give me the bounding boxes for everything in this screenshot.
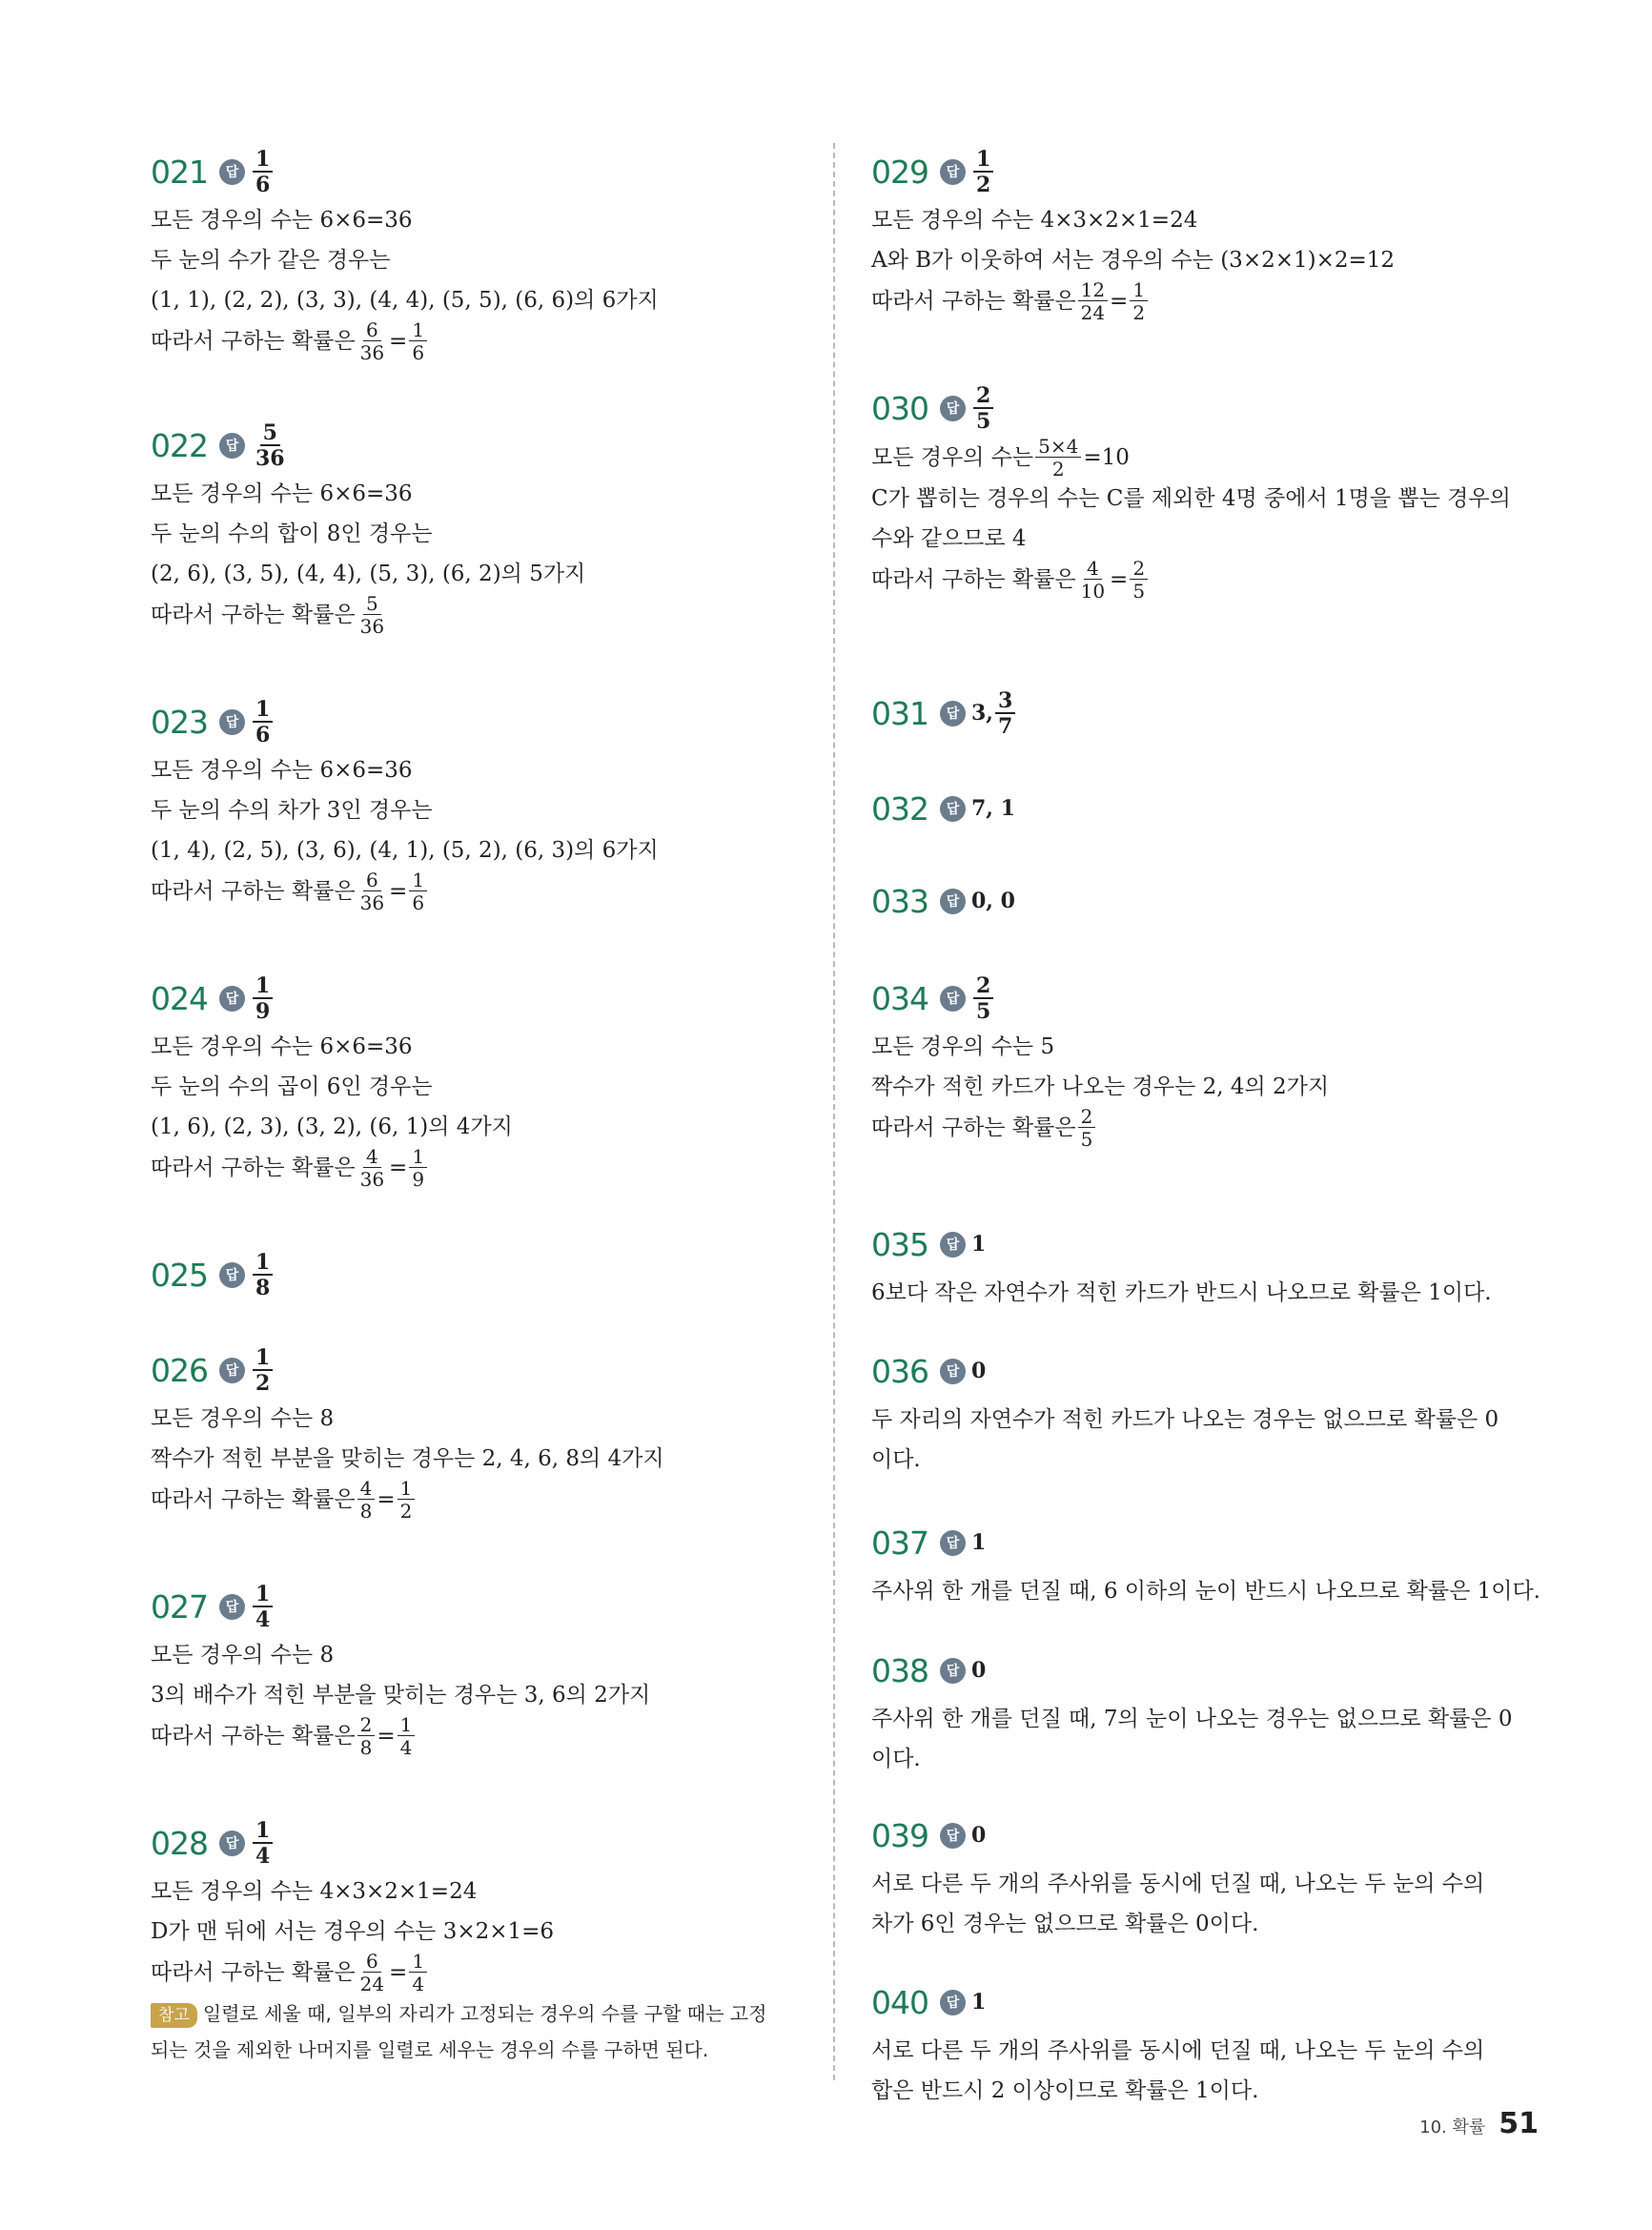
result-line-prefix: 따라서 구하는 확률은 (871, 289, 1076, 314)
result-line-simplified-fraction-denominator: 2 (1132, 301, 1146, 324)
problem-number: 033 (871, 882, 928, 920)
answer-fraction-denominator: 8 (255, 1275, 271, 1300)
result-line-equals: = (377, 1724, 396, 1749)
problem-023 (151, 693, 808, 912)
problem-032 (871, 780, 1539, 837)
solution-line: D가 맨 뒤에 서는 경우의 수는 3×2×1=6 (151, 1919, 555, 1944)
answer-value (251, 1249, 275, 1300)
solution-line: 두 눈의 수의 합이 8인 경우는 (151, 522, 433, 546)
answer-value (251, 972, 275, 1024)
problem-number: 027 (151, 1587, 208, 1626)
result-line-simplified-fraction (398, 1479, 416, 1521)
result-line-simplified-fraction (409, 1952, 427, 1994)
solution-line: (1, 1), (2, 2), (3, 3), (4, 4), (5, 5), (6, 6)의 6가지 (151, 288, 659, 313)
result-line-simplified-fraction (409, 1147, 427, 1189)
answer-fraction-denominator: 5 (976, 408, 991, 434)
solution-line: 두 눈의 수의 곱이 6인 경우는 (151, 1074, 433, 1099)
answer-text: 3, (971, 701, 993, 726)
answer-fraction (253, 419, 288, 471)
answer-badge: 답 (219, 1831, 245, 1856)
problem-033 (871, 872, 1539, 930)
solution-line: (1, 6), (2, 3), (3, 2), (6, 1)의 4가지 (151, 1115, 513, 1139)
column-divider (833, 143, 835, 2080)
problem-number: 029 (871, 153, 928, 191)
answer-value (971, 1823, 986, 1848)
solution-line: 모든 경우의 수는 6×6=36 (151, 758, 413, 783)
problem-026 (151, 1341, 808, 1521)
answer-fraction (253, 1581, 273, 1632)
problem-number: 035 (871, 1225, 928, 1263)
result-line-equals: = (389, 1960, 408, 1985)
solution-line: 모든 경우의 수는 8 (151, 1406, 335, 1431)
problem-number: 034 (871, 979, 928, 1017)
answer-header (151, 417, 808, 474)
result-line-fraction (357, 870, 387, 912)
answer-badge: 답 (940, 889, 966, 914)
answer-badge: 답 (219, 709, 245, 735)
result-line-simplified-fraction (409, 320, 427, 362)
answer-value (971, 889, 1015, 913)
result-line (151, 320, 429, 362)
answer-fraction-denominator: 2 (976, 172, 991, 197)
chapter-label: 10. 확률 (1419, 2117, 1486, 2138)
answer-header (871, 143, 1539, 200)
answer-badge: 답 (219, 986, 245, 1012)
solution-line: 이다. (871, 1747, 921, 1771)
answer-badge: 답 (940, 1990, 966, 2015)
answer-header (871, 780, 1539, 837)
problem-029 (871, 143, 1539, 322)
answer-value (971, 382, 995, 434)
result-line-fraction-numerator: 6 (363, 1952, 381, 1973)
page-footer (1419, 2107, 1539, 2140)
result-line-fraction-numerator: 6 (363, 320, 381, 341)
result-line-prefix: 따라서 구하는 확률은 (871, 1115, 1076, 1140)
problem-027 (151, 1578, 808, 1757)
answer-value (971, 687, 1017, 739)
answer-fraction-numerator: 1 (253, 149, 273, 173)
result-line (151, 870, 429, 912)
total-cases-line-fraction-denominator: 2 (1051, 458, 1065, 481)
problem-number: 030 (871, 389, 928, 427)
answer-value (971, 972, 995, 1024)
total-cases-line-fraction-numerator: 5×4 (1035, 437, 1081, 458)
result-line-fraction (357, 1952, 387, 1994)
result-line-simplified-fraction-numerator: 1 (398, 1479, 416, 1500)
result-line-equals: = (389, 1156, 408, 1180)
problem-031 (871, 685, 1539, 742)
result-line-simplified-fraction-numerator: 1 (398, 1715, 416, 1736)
result-line (871, 280, 1150, 322)
solution-line: (1, 4), (2, 5), (3, 6), (4, 1), (5, 2), (6, 3)의 6가지 (151, 838, 659, 863)
result-line-fraction (1078, 280, 1108, 322)
result-line-equals: = (377, 1487, 396, 1512)
answer-badge: 답 (940, 1530, 966, 1556)
reference-tag: 참고 (151, 2003, 197, 2028)
problem-number: 040 (871, 1983, 928, 2021)
result-line-fraction-denominator: 36 (359, 615, 385, 638)
problem-number: 038 (871, 1651, 928, 1689)
result-line-fraction-numerator: 12 (1078, 280, 1108, 301)
problem-number: 021 (151, 153, 208, 191)
answer-badge: 답 (940, 159, 966, 185)
answer-badge: 답 (219, 1358, 245, 1383)
answer-fraction-numerator: 1 (253, 1584, 273, 1607)
answer-fraction-denominator: 7 (997, 713, 1013, 739)
answer-value (971, 1232, 986, 1257)
result-line-equals: = (389, 329, 408, 354)
solution-line: 모든 경우의 수는 5 (871, 1034, 1055, 1059)
result-line-fraction-numerator: 4 (363, 1147, 381, 1168)
answer-value (971, 1530, 986, 1555)
problem-number: 031 (871, 694, 928, 732)
result-line-simplified-fraction-numerator: 1 (409, 320, 427, 341)
result-line-fraction-denominator: 36 (359, 891, 385, 914)
problem-025 (151, 1246, 808, 1303)
answer-header (871, 1514, 1539, 1571)
solution-line: A와 B가 이웃하여 서는 경우의 수는 (3×2×1)×2=12 (871, 248, 1396, 273)
answer-text: 1 (971, 1232, 987, 1257)
solution-line: 모든 경우의 수는 8 (151, 1643, 335, 1667)
solution-line: 짝수가 적힌 부분을 맞히는 경우는 2, 4, 6, 8의 4가지 (151, 1446, 664, 1471)
result-line-fraction-numerator: 4 (357, 1479, 376, 1500)
result-line-prefix: 따라서 구하는 확률은 (151, 329, 356, 354)
answer-badge: 답 (940, 1823, 966, 1849)
result-line-prefix: 따라서 구하는 확률은 (151, 879, 356, 904)
result-line (151, 594, 389, 636)
result-line-equals: = (389, 879, 408, 904)
answer-text: 1 (971, 1990, 987, 2015)
solution-line: 두 자리의 자연수가 적힌 카드가 나오는 경우는 없으므로 확률은 0 (871, 1407, 1499, 1432)
result-line-simplified-fraction (1130, 559, 1148, 601)
answer-text: 0 (971, 1823, 987, 1848)
solution-line: 주사위 한 개를 던질 때, 6 이하의 눈이 반드시 나오므로 확률은 1이다. (871, 1579, 1540, 1604)
answer-header (871, 970, 1539, 1027)
result-line (871, 559, 1150, 601)
answer-fraction (253, 972, 273, 1024)
answer-header (871, 1216, 1539, 1273)
total-cases-line-suffix: =10 (1083, 445, 1130, 470)
answer-header (871, 685, 1539, 742)
answer-fraction (973, 972, 993, 1024)
solution-line: 합은 반드시 2 이상이므로 확률은 1이다. (871, 2078, 1259, 2103)
result-line-prefix: 따라서 구하는 확률은 (151, 1960, 356, 1985)
solution-line: 6보다 작은 자연수가 적힌 카드가 반드시 나오므로 확률은 1이다. (871, 1280, 1492, 1305)
answer-fraction-numerator: 5 (260, 422, 280, 446)
result-line-fraction-denominator: 8 (359, 1500, 373, 1523)
answer-badge: 답 (219, 159, 245, 185)
result-line-equals: = (1110, 567, 1129, 592)
answer-fraction-denominator: 6 (255, 172, 271, 197)
result-line (151, 1479, 417, 1521)
problem-number: 026 (151, 1351, 208, 1389)
answer-fraction (253, 146, 273, 197)
problem-036 (871, 1342, 1539, 1480)
problem-034 (871, 970, 1539, 1149)
result-line-fraction-denominator: 36 (359, 1168, 385, 1191)
solution-line: 두 눈의 수가 같은 경우는 (151, 248, 391, 273)
result-line-simplified-fraction-denominator: 6 (412, 341, 425, 364)
solution-line: 두 눈의 수의 차가 3인 경우는 (151, 798, 433, 823)
solution-line: 이다. (871, 1447, 921, 1472)
answer-header (151, 1341, 808, 1399)
result-line-fraction-denominator: 8 (359, 1736, 373, 1759)
answer-fraction-numerator: 1 (253, 699, 273, 723)
answer-fraction (253, 1249, 273, 1300)
result-line-fraction (1078, 1107, 1096, 1149)
answer-header (151, 1814, 808, 1872)
answer-fraction-numerator: 1 (253, 1347, 273, 1371)
problem-number: 036 (871, 1352, 928, 1390)
answer-value (971, 1658, 986, 1683)
answer-header (871, 1342, 1539, 1400)
result-line-fraction (357, 1715, 376, 1757)
problem-024 (151, 970, 808, 1189)
solution-line: 서로 다른 두 개의 주사위를 동시에 던질 때, 나오는 두 눈의 수의 (871, 1872, 1485, 1896)
answer-header (871, 1974, 1539, 2031)
answer-header (871, 1642, 1539, 1699)
answer-fraction (973, 382, 993, 434)
result-line-fraction (357, 1479, 376, 1521)
reference-text: 일렬로 세울 때, 일부의 자리가 고정되는 경우의 수를 구할 때는 고정 (202, 2002, 767, 2025)
problem-number: 037 (871, 1524, 928, 1562)
reference-text: 되는 것을 제외한 나머지를 일렬로 세우는 경우의 수를 구하면 된다. (151, 2038, 709, 2061)
answer-fraction (253, 696, 273, 747)
result-line-fraction-numerator: 2 (1078, 1107, 1096, 1128)
problem-021 (151, 143, 808, 362)
result-line-prefix: 따라서 구하는 확률은 (151, 1156, 356, 1180)
result-line-fraction-denominator: 36 (359, 341, 385, 364)
answer-value (251, 696, 275, 747)
result-line-simplified-fraction-numerator: 1 (409, 1147, 427, 1168)
answer-fraction-numerator: 1 (973, 149, 993, 173)
result-line-prefix: 따라서 구하는 확률은 (871, 567, 1076, 592)
result-line-simplified-fraction-numerator: 1 (1130, 280, 1148, 301)
problem-040 (871, 1974, 1539, 2111)
answer-fraction-denominator: 4 (255, 1843, 271, 1869)
result-line (871, 1107, 1097, 1149)
answer-fraction-numerator: 2 (973, 975, 993, 999)
result-line-simplified-fraction-numerator: 1 (409, 870, 427, 891)
page-number: 51 (1499, 2107, 1539, 2140)
answer-header (871, 1807, 1539, 1864)
result-line (151, 1715, 417, 1757)
result-line-fraction-denominator: 24 (1080, 301, 1106, 324)
solution-line: 차가 6인 경우는 없으므로 확률은 0이다. (871, 1912, 1259, 1936)
answer-text: 0 (971, 1359, 987, 1383)
answer-value (971, 146, 995, 197)
problem-number: 028 (151, 1824, 208, 1862)
result-line-fraction (1078, 559, 1108, 601)
solution-line: 주사위 한 개를 던질 때, 7의 눈이 나오는 경우는 없으므로 확률은 0 (871, 1707, 1513, 1731)
answer-fraction (973, 146, 993, 197)
answer-value (251, 1344, 275, 1396)
solution-line: (2, 6), (3, 5), (4, 4), (5, 3), (6, 2)의 5가지 (151, 562, 586, 586)
answer-value (971, 1359, 986, 1383)
result-line-simplified-fraction (409, 870, 427, 912)
result-line (151, 1147, 429, 1189)
answer-badge: 답 (940, 796, 966, 822)
problem-039 (871, 1807, 1539, 1944)
answer-value (251, 1581, 275, 1632)
answer-header (871, 872, 1539, 930)
result-line-fraction-denominator: 5 (1080, 1128, 1093, 1151)
answer-badge: 답 (219, 1594, 245, 1620)
result-line-fraction-numerator: 2 (357, 1715, 376, 1736)
solution-line: C가 뽑히는 경우의 수는 C를 제외한 4명 중에서 1명을 뽑는 경우의 (871, 486, 1511, 511)
answer-fraction-denominator: 36 (255, 445, 285, 471)
result-line-simplified-fraction-denominator: 4 (399, 1736, 413, 1759)
answer-header (151, 1578, 808, 1635)
result-line-simplified-fraction-numerator: 1 (409, 1952, 427, 1973)
answer-badge: 답 (219, 1262, 245, 1288)
answer-badge: 답 (940, 701, 966, 726)
answer-header (151, 1246, 808, 1303)
total-cases-line-fraction (1035, 437, 1081, 479)
result-line-equals: = (1110, 289, 1129, 314)
solution-line: 모든 경우의 수는 6×6=36 (151, 208, 413, 233)
answer-fraction-numerator: 2 (973, 385, 993, 409)
answer-value (971, 1990, 986, 2015)
result-line-simplified-fraction-denominator: 6 (412, 891, 425, 914)
solution-line: 서로 다른 두 개의 주사위를 동시에 던질 때, 나오는 두 눈의 수의 (871, 2038, 1485, 2063)
result-line-simplified-fraction-denominator: 2 (399, 1500, 413, 1523)
reference-note (151, 1995, 808, 2068)
answer-value (251, 146, 275, 197)
problem-number: 024 (151, 979, 208, 1017)
problem-number: 025 (151, 1256, 208, 1294)
problem-022 (151, 417, 808, 636)
answer-fraction-numerator: 1 (253, 1820, 273, 1844)
answer-badge: 답 (219, 433, 245, 459)
problem-030 (871, 379, 1539, 601)
result-line-fraction (357, 320, 387, 362)
result-line-simplified-fraction (398, 1715, 416, 1757)
answer-fraction-numerator: 1 (253, 975, 273, 999)
answer-value (251, 1817, 275, 1869)
result-line-prefix: 따라서 구하는 확률은 (151, 603, 356, 627)
problem-035 (871, 1216, 1539, 1313)
answer-header (151, 970, 808, 1027)
solution-line: 모든 경우의 수는 6×6=36 (151, 1034, 413, 1059)
result-line-fraction-denominator: 24 (359, 1973, 385, 1995)
answer-fraction-numerator: 1 (253, 1252, 273, 1276)
answer-text: 0, 0 (971, 889, 1015, 913)
result-line-simplified-fraction-denominator: 5 (1132, 580, 1146, 603)
total-cases-line (871, 437, 1130, 479)
solution-line: 모든 경우의 수는 6×6=36 (151, 481, 413, 506)
answer-text: 7, 1 (971, 796, 1015, 821)
answer-header (151, 143, 808, 200)
result-line-fraction-denominator: 10 (1080, 580, 1106, 603)
result-line-prefix: 따라서 구하는 확률은 (151, 1724, 356, 1749)
answer-fraction (253, 1817, 273, 1869)
problem-number: 039 (871, 1816, 928, 1854)
answer-text: 1 (971, 1530, 987, 1555)
result-line-fraction (357, 1147, 387, 1189)
result-line (151, 1952, 429, 1994)
problem-037 (871, 1514, 1539, 1611)
answer-badge: 답 (940, 1232, 966, 1258)
result-line-prefix: 따라서 구하는 확률은 (151, 1487, 356, 1512)
solution-line: 3의 배수가 적힌 부분을 맞히는 경우는 3, 6의 2가지 (151, 1683, 651, 1708)
result-line-fraction-numerator: 5 (363, 594, 381, 615)
answer-header (871, 379, 1539, 437)
answer-fraction-denominator: 5 (976, 998, 991, 1024)
answer-badge: 답 (940, 1658, 966, 1684)
result-line-simplified-fraction (1130, 280, 1148, 322)
result-line-fraction (357, 594, 387, 636)
answer-badge: 답 (940, 1359, 966, 1384)
result-line-simplified-fraction-denominator: 9 (412, 1168, 425, 1191)
result-line-simplified-fraction-numerator: 2 (1130, 559, 1148, 580)
answer-fraction (253, 1344, 273, 1396)
answer-value (251, 419, 290, 471)
result-line-fraction-numerator: 4 (1084, 559, 1102, 580)
result-line-simplified-fraction-denominator: 4 (412, 1973, 425, 1995)
result-line-fraction-numerator: 6 (363, 870, 381, 891)
answer-value (971, 796, 1015, 821)
solution-line: 모든 경우의 수는 4×3×2×1=24 (871, 208, 1198, 233)
total-cases-line-prefix: 모든 경우의 수는 (871, 445, 1034, 470)
answer-badge: 답 (940, 986, 966, 1012)
solution-line: 수와 같으므로 4 (871, 526, 1027, 551)
problem-number: 022 (151, 426, 208, 464)
problem-028 (151, 1814, 808, 2068)
answer-fraction-denominator: 2 (255, 1370, 271, 1396)
problem-038 (871, 1642, 1539, 1779)
answer-fraction-denominator: 4 (255, 1606, 271, 1632)
answer-badge: 답 (940, 396, 966, 421)
answer-fraction-denominator: 9 (255, 998, 271, 1024)
problem-number: 023 (151, 703, 208, 741)
solution-line: 모든 경우의 수는 4×3×2×1=24 (151, 1879, 478, 1904)
solution-line: 짝수가 적힌 카드가 나오는 경우는 2, 4의 2가지 (871, 1074, 1330, 1099)
problem-number: 032 (871, 789, 928, 828)
answer-fraction-numerator: 3 (995, 690, 1015, 714)
answer-fraction (995, 687, 1015, 739)
answer-header (151, 693, 808, 750)
answer-text: 0 (971, 1658, 987, 1683)
answer-fraction-denominator: 6 (255, 722, 271, 747)
